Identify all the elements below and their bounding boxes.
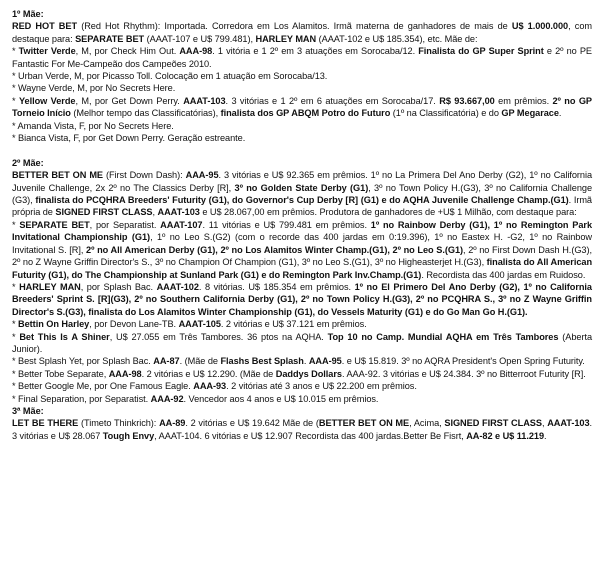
paragraph (12, 82, 592, 94)
bold-run: Top 10 no Camp. Mundial AQHA em Três Tambores (327, 331, 559, 342)
text-run: . (544, 430, 547, 441)
text-run: . 2 vitórias e U$ 12.290. (Mãe de (141, 368, 276, 379)
section-spacer (12, 144, 592, 156)
text-run: (Red Hot Rhythm): Importada. Corredora em Los Alamitos. Irmã materna de ganhadores de mais de (77, 21, 512, 32)
text-run: . 3 vitórias e U$ 28.067 (12, 418, 593, 441)
text-run: . AAA-92. 3 vitórias e U$ 24.384. 3º no Bitterroot Futurity [R]. (341, 368, 586, 379)
paragraph (12, 169, 592, 219)
text-run: . e U$ 15.819. 3º no AQRA President's Open Spring Futurity. (341, 356, 585, 367)
text-run: . 2 vitórias e U$ 37.121 em prêmios. (220, 319, 367, 330)
text-run: , U$ 27.055 em Três Tambores. 36 ptos na AQHA. (109, 331, 328, 342)
bold-run: Bettin On Harley (18, 319, 90, 330)
bold-run: Daddys Dollars (275, 368, 342, 379)
text-run: (1º na Classificatória) e do (390, 108, 502, 119)
bold-run: AAAT-103 (183, 95, 226, 106)
bold-run: R$ 93.667,00 (439, 95, 495, 106)
bold-run: Bet This Is A Shiner (19, 331, 110, 342)
text-run: . 2 vitórias até 3 anos e U$ 22.200 em prêmios. (226, 381, 417, 392)
bold-run: Twitter Verde (18, 46, 76, 57)
text-run: (First Down Dash): (103, 170, 186, 181)
paragraph (12, 331, 592, 356)
text-run: * Bianca Vista, F, por Get Down Perry. Geração estreante. (12, 133, 246, 144)
bold-run: SIGNED FIRST CLASS (55, 207, 153, 218)
text-run: e 2º no PE Fantastic For Me-Campeão dos Campeões 2010. (12, 46, 592, 69)
text-run: * Wayne Verde, M, por No Secrets Here. (12, 83, 176, 94)
bold-run: RED HOT BET (12, 21, 78, 32)
text-run: , por Separatist. (89, 219, 161, 230)
bold-run: Yellow Verde (18, 95, 76, 106)
paragraph (12, 393, 592, 405)
bold-run: AAA-95 (308, 356, 342, 367)
bold-run: BETTER BET ON ME (12, 170, 103, 181)
bold-run: AA-89 (159, 418, 186, 429)
bold-run: AAA-98 (179, 46, 213, 57)
text-run: * Better Google Me, por One Famous Eagle. (12, 381, 194, 392)
paragraph (12, 45, 592, 70)
text-run: * (12, 281, 20, 292)
bold-run: AAAT-102 (156, 281, 199, 292)
text-run: * Urban Verde, M, por Picasso Toll. Colocação em 1 atuação em Sorocaba/13. (12, 71, 328, 82)
bold-run: finalista do PCQHRA Breeders' Futurity (G1), do Governor's Cup Derby [R] (G1) e do AQHA Juvenile Challenge Champ.(G1) (35, 195, 569, 206)
bold-run: SEPARATE BET (19, 219, 90, 230)
text-run: , com destaque para: (12, 21, 592, 44)
paragraph (12, 95, 592, 120)
bold-run: AAA-93 (193, 381, 227, 392)
text-run: * (12, 319, 19, 330)
paragraph (12, 120, 592, 132)
bold-run: AAAT-107 (160, 219, 203, 230)
bold-run: Flashs Best Splash (220, 356, 304, 367)
text-run: (AAAT-107 e U$ 799.481), (144, 33, 256, 44)
text-run: , (541, 418, 548, 429)
paragraph (12, 355, 592, 367)
text-run: (Aberta Junior). (12, 331, 593, 354)
text-run: . (303, 356, 309, 367)
bold-run: SIGNED FIRST CLASS (444, 418, 542, 429)
text-run: . 2 vitórias e U$ 19.642 Mãe de ( (185, 418, 319, 429)
text-run: , Acima, (409, 418, 445, 429)
bold-run: GP Megarace (501, 108, 559, 119)
bold-run: SEPARATE BET (75, 33, 145, 44)
bold-run: BETTER BET ON ME (318, 418, 410, 429)
text-run: , M, por Check Him Out. (75, 46, 180, 57)
paragraph (12, 318, 592, 330)
text-run: * Amanda Vista, F, por No Secrets Here. (12, 120, 174, 131)
text-run: . 1 vitória e 1 2º em 3 atuações em Sorocaba/12. (212, 46, 419, 57)
text-run: , 1º no Leo S.(G2) (com o recorde das 400 jardas em 0:19.396), 1º no Eastex H. -G2, 1º no Rainbow Invitational S. [R], (12, 232, 592, 255)
text-run: , 3º no Town Policy H.(G3), 3º no California Challenge (G3), (12, 182, 592, 206)
paragraph (12, 281, 592, 318)
bold-run: AA-87 (153, 356, 180, 367)
bold-run: AA-82 e U$ 11.219 (466, 430, 545, 441)
text-run: , por Splash Bac. (80, 281, 157, 292)
section-heading: 1º Mãe: (12, 9, 44, 19)
text-run: (Timeto Thinkrich): (78, 418, 160, 429)
bold-run: Finalista do GP Super Sprint (418, 46, 544, 57)
bold-run: HARLEY MAN (19, 281, 81, 292)
text-run: . Irmã própria de (12, 195, 592, 218)
paragraph (12, 132, 592, 144)
text-run: * (12, 219, 20, 230)
text-run: , por Devon Lane-TB. (89, 319, 179, 330)
text-run: . 11 vitórias e U$ 799.481 em prêmios. (202, 219, 371, 230)
text-run: . (558, 108, 562, 119)
text-run: , 2º no First Down Dash H.(G3), 2º no Z Wayne Griffin Director's S., 3º no Champion Of Champion (G1), 3º no Leo S.(G1), 3º no Higheasterjet H.(G3), (12, 244, 592, 268)
bold-run: Tough Envy (102, 430, 155, 441)
text-run: . 8 vitórias. U$ 185.354 em prêmios. (198, 281, 355, 292)
text-run: * Final Separation, por Separatist. (12, 393, 151, 404)
text-run: . 3 vitórias e 1 2º em 6 atuações em Sorocaba/17. (225, 95, 440, 106)
text-run: * (12, 95, 19, 106)
bold-run: AAAT-103 (547, 418, 590, 429)
text-run: . (Mãe de (179, 356, 221, 367)
bold-run: AAA-92 (150, 393, 184, 404)
bold-run: 3º no Golden State Derby (G1) (234, 182, 369, 193)
bold-run: AAA-95 (185, 170, 219, 181)
bold-run: U$ 1.000.000 (511, 21, 569, 32)
paragraph (12, 219, 592, 281)
text-run: . 3 vitórias e U$ 92.365 em prêmios. 1º no La Primera Del Ano Derby (G2), 1º no California Juvenile Challenge, 2x 2º no The Classics Derby [R], (12, 170, 593, 193)
bold-run: LET BE THERE (12, 418, 79, 429)
paragraph (12, 70, 592, 82)
bold-run: AAA-98 (108, 368, 142, 379)
text-run: * Best Splash Yet, por Splash Bac. (12, 356, 154, 367)
bold-run: 2º no All American Derby (G1), 2º no Los Alamitos Winter Champ.(G1), 2º no Leo S.(G1) (86, 244, 464, 255)
section-heading: 3ª Mãe: (12, 405, 44, 416)
text-run: , (152, 207, 158, 218)
bold-run: finalista do All American Futurity (G1), do The Championship at Sunland Park (G1) e do Remington Park Inv.Champ.(G1) (12, 257, 593, 280)
text-run: * (12, 331, 20, 342)
text-run: * Better Tobe Separate, (12, 368, 109, 379)
bold-run: 2º no GP Torneio Início (12, 95, 593, 119)
text-run: e U$ 28.067,00 em prêmios. Produtora de ganhadores de +U$ 1 Milhão, com destaque para: (199, 207, 577, 218)
bold-run: 1º no El Primero Del Ano Derby (G2), 1º no California Breeders' Sprint S. [R](G3), 2º no Southern California Derby (G1), 2º no Town Policy H.(G3), 2º no PCQHRA S., 3º no Z Wayne Griffin Director's S.(G3), finalista do Los Alamitos Winter Championship (G1), do Vessels Maturity (G1) e do Go Man Go H.(G1). (12, 281, 592, 317)
bold-run: AAAT-103 (157, 207, 200, 218)
bold-run: AAAT-105 (178, 319, 221, 330)
text-run: , M, por Get Down Perry. (75, 95, 184, 106)
bold-run: HARLEY MAN (255, 33, 317, 44)
paragraph (12, 417, 592, 442)
text-run: , AAAT-104. 6 vitórias e U$ 12.907 Recordista das 400 jardas.Better Be Fisrt, (154, 430, 467, 441)
bold-run: 1º no Rainbow Derby (G1), 1º no Remington Park Invitational Championship (G1) (12, 219, 592, 243)
bold-run: finalista dos GP ABQM Potro do Futuro (220, 108, 391, 119)
paragraph (12, 368, 592, 380)
text-run: . Recordista das 400 jardas em Ruidoso. (421, 269, 586, 280)
section-heading: 2º Mãe: (12, 157, 44, 168)
text-run: em prêmios. (494, 95, 553, 106)
text-run: (AAAT-102 e U$ 185.354), etc. Mãe de: (316, 33, 478, 44)
paragraph (12, 20, 592, 45)
text-run: (Melhor tempo das Classificatórias), (70, 108, 221, 119)
text-run: . Vencedor aos 4 anos e U$ 10.015 em prêmios. (183, 393, 379, 404)
paragraph (12, 380, 592, 392)
text-run: * (12, 46, 19, 57)
